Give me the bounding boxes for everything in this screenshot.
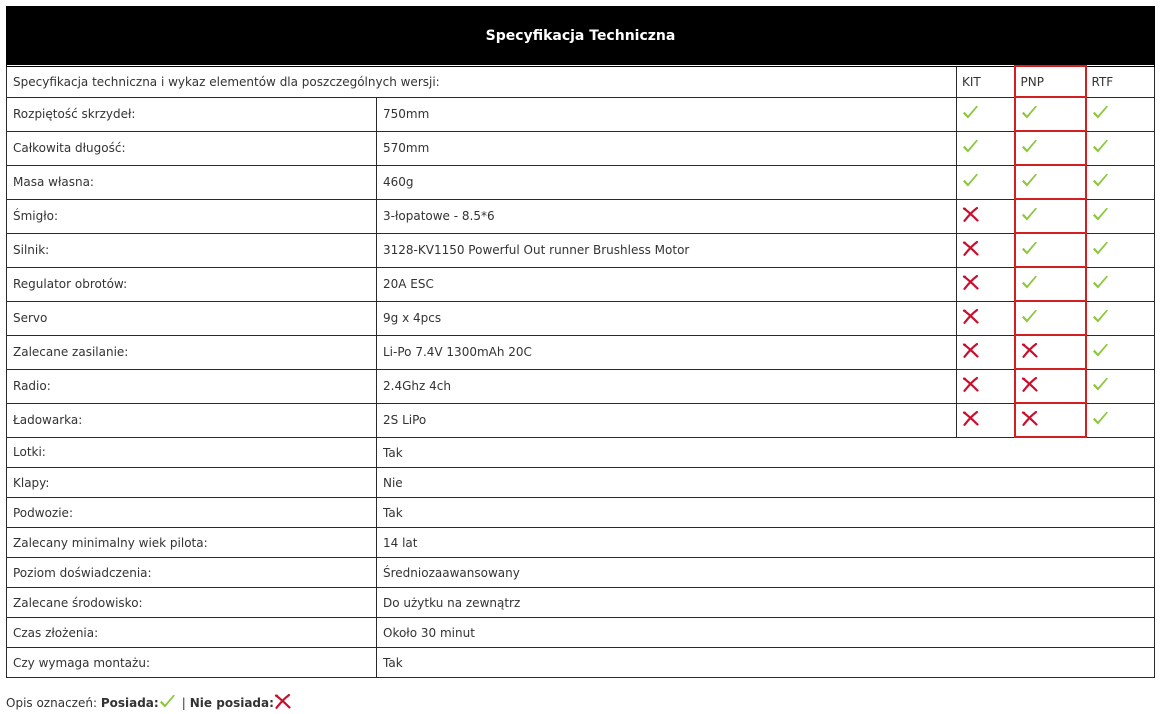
cross-icon bbox=[962, 275, 979, 293]
table-row bbox=[7, 131, 1155, 165]
rtf-cell bbox=[1086, 165, 1155, 199]
check-icon bbox=[1092, 343, 1109, 361]
kit-cell bbox=[957, 233, 1015, 267]
row-value: Około 30 minut bbox=[377, 618, 1155, 648]
header-rtf: RTF bbox=[1086, 66, 1155, 97]
row-label: Radio: bbox=[7, 369, 377, 403]
check-icon bbox=[159, 694, 176, 712]
row-label: Śmigło: bbox=[7, 199, 377, 233]
table-row bbox=[7, 558, 1155, 588]
table-row bbox=[7, 588, 1155, 618]
row-value: Średniozaawansowany bbox=[377, 558, 1155, 588]
rtf-cell bbox=[1086, 301, 1155, 335]
row-label: Ładowarka: bbox=[7, 403, 377, 437]
check-icon bbox=[1092, 139, 1109, 157]
spec-table bbox=[6, 6, 1155, 678]
table-row bbox=[7, 267, 1155, 301]
table-row bbox=[7, 335, 1155, 369]
row-value: Do użytku na zewnątrz bbox=[377, 588, 1155, 618]
check-icon bbox=[1021, 173, 1038, 191]
pnp-cell bbox=[1015, 97, 1086, 131]
check-icon bbox=[1021, 207, 1038, 225]
table-row bbox=[7, 199, 1155, 233]
row-value: 2.4Ghz 4ch bbox=[377, 369, 957, 403]
row-value: Tak bbox=[377, 498, 1155, 528]
table-title: Specyfikacja Techniczna bbox=[7, 7, 1155, 67]
row-label: Klapy: bbox=[7, 468, 377, 498]
table-row bbox=[7, 648, 1155, 678]
legend-has-label: Posiada: bbox=[100, 696, 159, 710]
row-label: Czy wymaga montażu: bbox=[7, 648, 377, 678]
row-value: 3-łopatowe - 8.5*6 bbox=[377, 199, 957, 233]
check-icon bbox=[1092, 411, 1109, 429]
kit-cell bbox=[957, 301, 1015, 335]
row-label: Zalecane środowisko: bbox=[7, 588, 377, 618]
kit-cell bbox=[957, 403, 1015, 437]
row-label: Czas złożenia: bbox=[7, 618, 377, 648]
kit-cell bbox=[957, 165, 1015, 199]
row-label: Silnik: bbox=[7, 233, 377, 267]
check-icon bbox=[1021, 275, 1038, 293]
cross-icon bbox=[962, 411, 979, 429]
table-row bbox=[7, 528, 1155, 558]
check-icon bbox=[962, 139, 979, 157]
row-value: Tak bbox=[377, 437, 1155, 468]
pnp-cell bbox=[1015, 267, 1086, 301]
pnp-cell bbox=[1015, 403, 1086, 437]
row-value: Nie bbox=[377, 468, 1155, 498]
header-kit: KIT bbox=[957, 66, 1015, 97]
pnp-cell bbox=[1015, 199, 1086, 233]
rtf-cell bbox=[1086, 199, 1155, 233]
row-value: Li-Po 7.4V 1300mAh 20C bbox=[377, 335, 957, 369]
header-description: Specyfikacja techniczna i wykaz elementów dla poszczególnych wersji: bbox=[7, 66, 957, 97]
cross-icon bbox=[962, 241, 979, 259]
header-pnp: PNP bbox=[1015, 66, 1086, 97]
check-icon bbox=[962, 173, 979, 191]
kit-cell bbox=[957, 335, 1015, 369]
row-label: Regulator obrotów: bbox=[7, 267, 377, 301]
title-row bbox=[7, 7, 1155, 67]
row-value: 2S LiPo bbox=[377, 403, 957, 437]
table-row bbox=[7, 97, 1155, 131]
pnp-cell bbox=[1015, 233, 1086, 267]
kit-cell bbox=[957, 97, 1015, 131]
rtf-cell bbox=[1086, 369, 1155, 403]
table-row bbox=[7, 403, 1155, 437]
legend-separator: | bbox=[181, 696, 186, 710]
row-label: Zalecane zasilanie: bbox=[7, 335, 377, 369]
check-icon bbox=[962, 105, 979, 123]
table-row bbox=[7, 165, 1155, 199]
table-row bbox=[7, 468, 1155, 498]
pnp-cell bbox=[1015, 165, 1086, 199]
rtf-cell bbox=[1086, 403, 1155, 437]
row-label: Całkowita długość: bbox=[7, 131, 377, 165]
rtf-cell bbox=[1086, 335, 1155, 369]
row-value: 20A ESC bbox=[377, 267, 957, 301]
row-value: 3128-KV1150 Powerful Out runner Brushless Motor bbox=[377, 233, 957, 267]
table-row bbox=[7, 618, 1155, 648]
check-icon bbox=[1092, 377, 1109, 395]
cross-icon bbox=[1021, 343, 1038, 361]
check-icon bbox=[1092, 105, 1109, 123]
table-row bbox=[7, 437, 1155, 468]
row-value: 750mm bbox=[377, 97, 957, 131]
check-icon bbox=[1092, 241, 1109, 259]
kit-cell bbox=[957, 369, 1015, 403]
legend bbox=[6, 694, 291, 712]
cross-icon bbox=[962, 309, 979, 327]
row-label: Lotki: bbox=[7, 437, 377, 468]
kit-cell bbox=[957, 199, 1015, 233]
row-value: 460g bbox=[377, 165, 957, 199]
cross-icon bbox=[274, 694, 291, 712]
row-label: Servo bbox=[7, 301, 377, 335]
header-row bbox=[7, 66, 1155, 97]
check-icon bbox=[1092, 173, 1109, 191]
cross-icon bbox=[962, 343, 979, 361]
cross-icon bbox=[962, 377, 979, 395]
check-icon bbox=[1021, 139, 1038, 157]
cross-icon bbox=[962, 207, 979, 225]
check-icon bbox=[1092, 275, 1109, 293]
legend-prefix: Opis oznaczeń: bbox=[6, 696, 97, 710]
pnp-cell bbox=[1015, 301, 1086, 335]
check-icon bbox=[1092, 207, 1109, 225]
row-label: Rozpiętość skrzydeł: bbox=[7, 97, 377, 131]
pnp-cell bbox=[1015, 369, 1086, 403]
check-icon bbox=[1021, 241, 1038, 259]
pnp-cell bbox=[1015, 131, 1086, 165]
row-value: 14 lat bbox=[377, 528, 1155, 558]
kit-cell bbox=[957, 267, 1015, 301]
row-label: Masa własna: bbox=[7, 165, 377, 199]
table-row bbox=[7, 233, 1155, 267]
rtf-cell bbox=[1086, 233, 1155, 267]
table-row bbox=[7, 369, 1155, 403]
table-row bbox=[7, 498, 1155, 528]
row-value: Tak bbox=[377, 648, 1155, 678]
check-icon bbox=[1021, 309, 1038, 327]
check-icon bbox=[1021, 105, 1038, 123]
row-value: 570mm bbox=[377, 131, 957, 165]
rtf-cell bbox=[1086, 97, 1155, 131]
row-value: 9g x 4pcs bbox=[377, 301, 957, 335]
cross-icon bbox=[1021, 411, 1038, 429]
cross-icon bbox=[1021, 377, 1038, 395]
table-row bbox=[7, 301, 1155, 335]
row-label: Zalecany minimalny wiek pilota: bbox=[7, 528, 377, 558]
pnp-cell bbox=[1015, 335, 1086, 369]
kit-cell bbox=[957, 131, 1015, 165]
check-icon bbox=[1092, 309, 1109, 327]
rtf-cell bbox=[1086, 267, 1155, 301]
row-label: Podwozie: bbox=[7, 498, 377, 528]
legend-has-not-label: Nie posiada: bbox=[189, 696, 274, 710]
rtf-cell bbox=[1086, 131, 1155, 165]
row-label: Poziom doświadczenia: bbox=[7, 558, 377, 588]
